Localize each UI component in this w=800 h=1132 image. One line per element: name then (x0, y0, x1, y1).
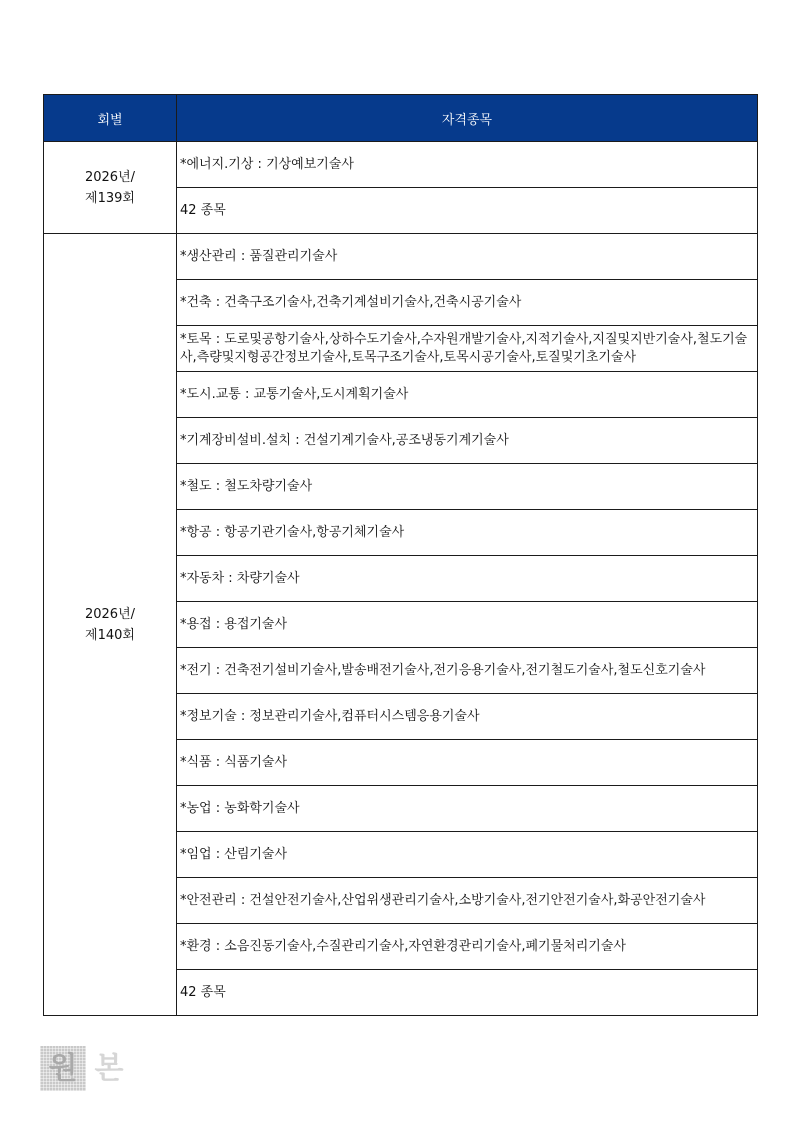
qualification-cell: *항공 : 항공기관기술사,항공기체기술사 (177, 510, 758, 556)
table-body (44, 142, 758, 1016)
qualification-cell: *정보기술 : 정보관리기술사,컴퓨터시스템응용기술사 (177, 694, 758, 740)
table-row (44, 142, 758, 188)
round-cell (44, 142, 177, 234)
qualification-cell: *안전관리 : 건설안전기술사,산업위생관리기술사,소방기술사,전기안전기술사,화공안전기술사 (177, 878, 758, 924)
qualification-cell: *환경 : 소음진동기술사,수질관리기술사,자연환경관리기술사,폐기물처리기술사 (177, 924, 758, 970)
qualification-cell: *전기 : 건축전기설비기술사,발송배전기술사,전기응용기술사,전기철도기술사,철도신호기술사 (177, 648, 758, 694)
qualification-schedule-table (43, 94, 758, 1016)
table-header-row (44, 95, 758, 142)
round-number: 제139회 (85, 190, 135, 206)
header-round: 회별 (44, 95, 177, 142)
round-year: 2026년/ (84, 169, 136, 185)
qualification-cell: *도시.교통 : 교통기술사,도시계획기술사 (177, 372, 758, 418)
qualification-cell: 42 종목 (177, 188, 758, 234)
round-year: 2026년/ (84, 606, 136, 622)
qualification-cell: *농업 : 농화학기술사 (177, 786, 758, 832)
header-qualification: 자격종목 (177, 95, 758, 142)
round-number: 제140회 (85, 627, 135, 643)
round-cell (44, 234, 177, 1016)
qualification-cell: *자동차 : 차량기술사 (177, 556, 758, 602)
qualification-cell: 42 종목 (177, 970, 758, 1016)
qualification-cell: *임업 : 산림기술사 (177, 832, 758, 878)
qualification-cell: *에너지.기상 : 기상예보기술사 (177, 142, 758, 188)
watermark-left-glyph: 원 (40, 1046, 86, 1091)
qualification-cell: *용접 : 용접기술사 (177, 602, 758, 648)
watermark-right-glyph: 본 (94, 1051, 124, 1086)
original-watermark (40, 1046, 132, 1091)
table-row (44, 234, 758, 280)
qualification-cell: *식품 : 식품기술사 (177, 740, 758, 786)
qualification-cell: *생산관리 : 품질관리기술사 (177, 234, 758, 280)
qualification-cell: *철도 : 철도차량기술사 (177, 464, 758, 510)
qualification-cell: *기계장비설비.설치 : 건설기계기술사,공조냉동기계기술사 (177, 418, 758, 464)
qualification-cell: *건축 : 건축구조기술사,건축기계설비기술사,건축시공기술사 (177, 280, 758, 326)
qualification-cell: *토목 : 도로및공항기술사,상하수도기술사,수자원개발기술사,지적기술사,지질및지반기술사,철도기술사,측량및지형공간정보기술사,토목구조기술사,토목시공기술사,토질및기초기술사 (177, 326, 758, 372)
